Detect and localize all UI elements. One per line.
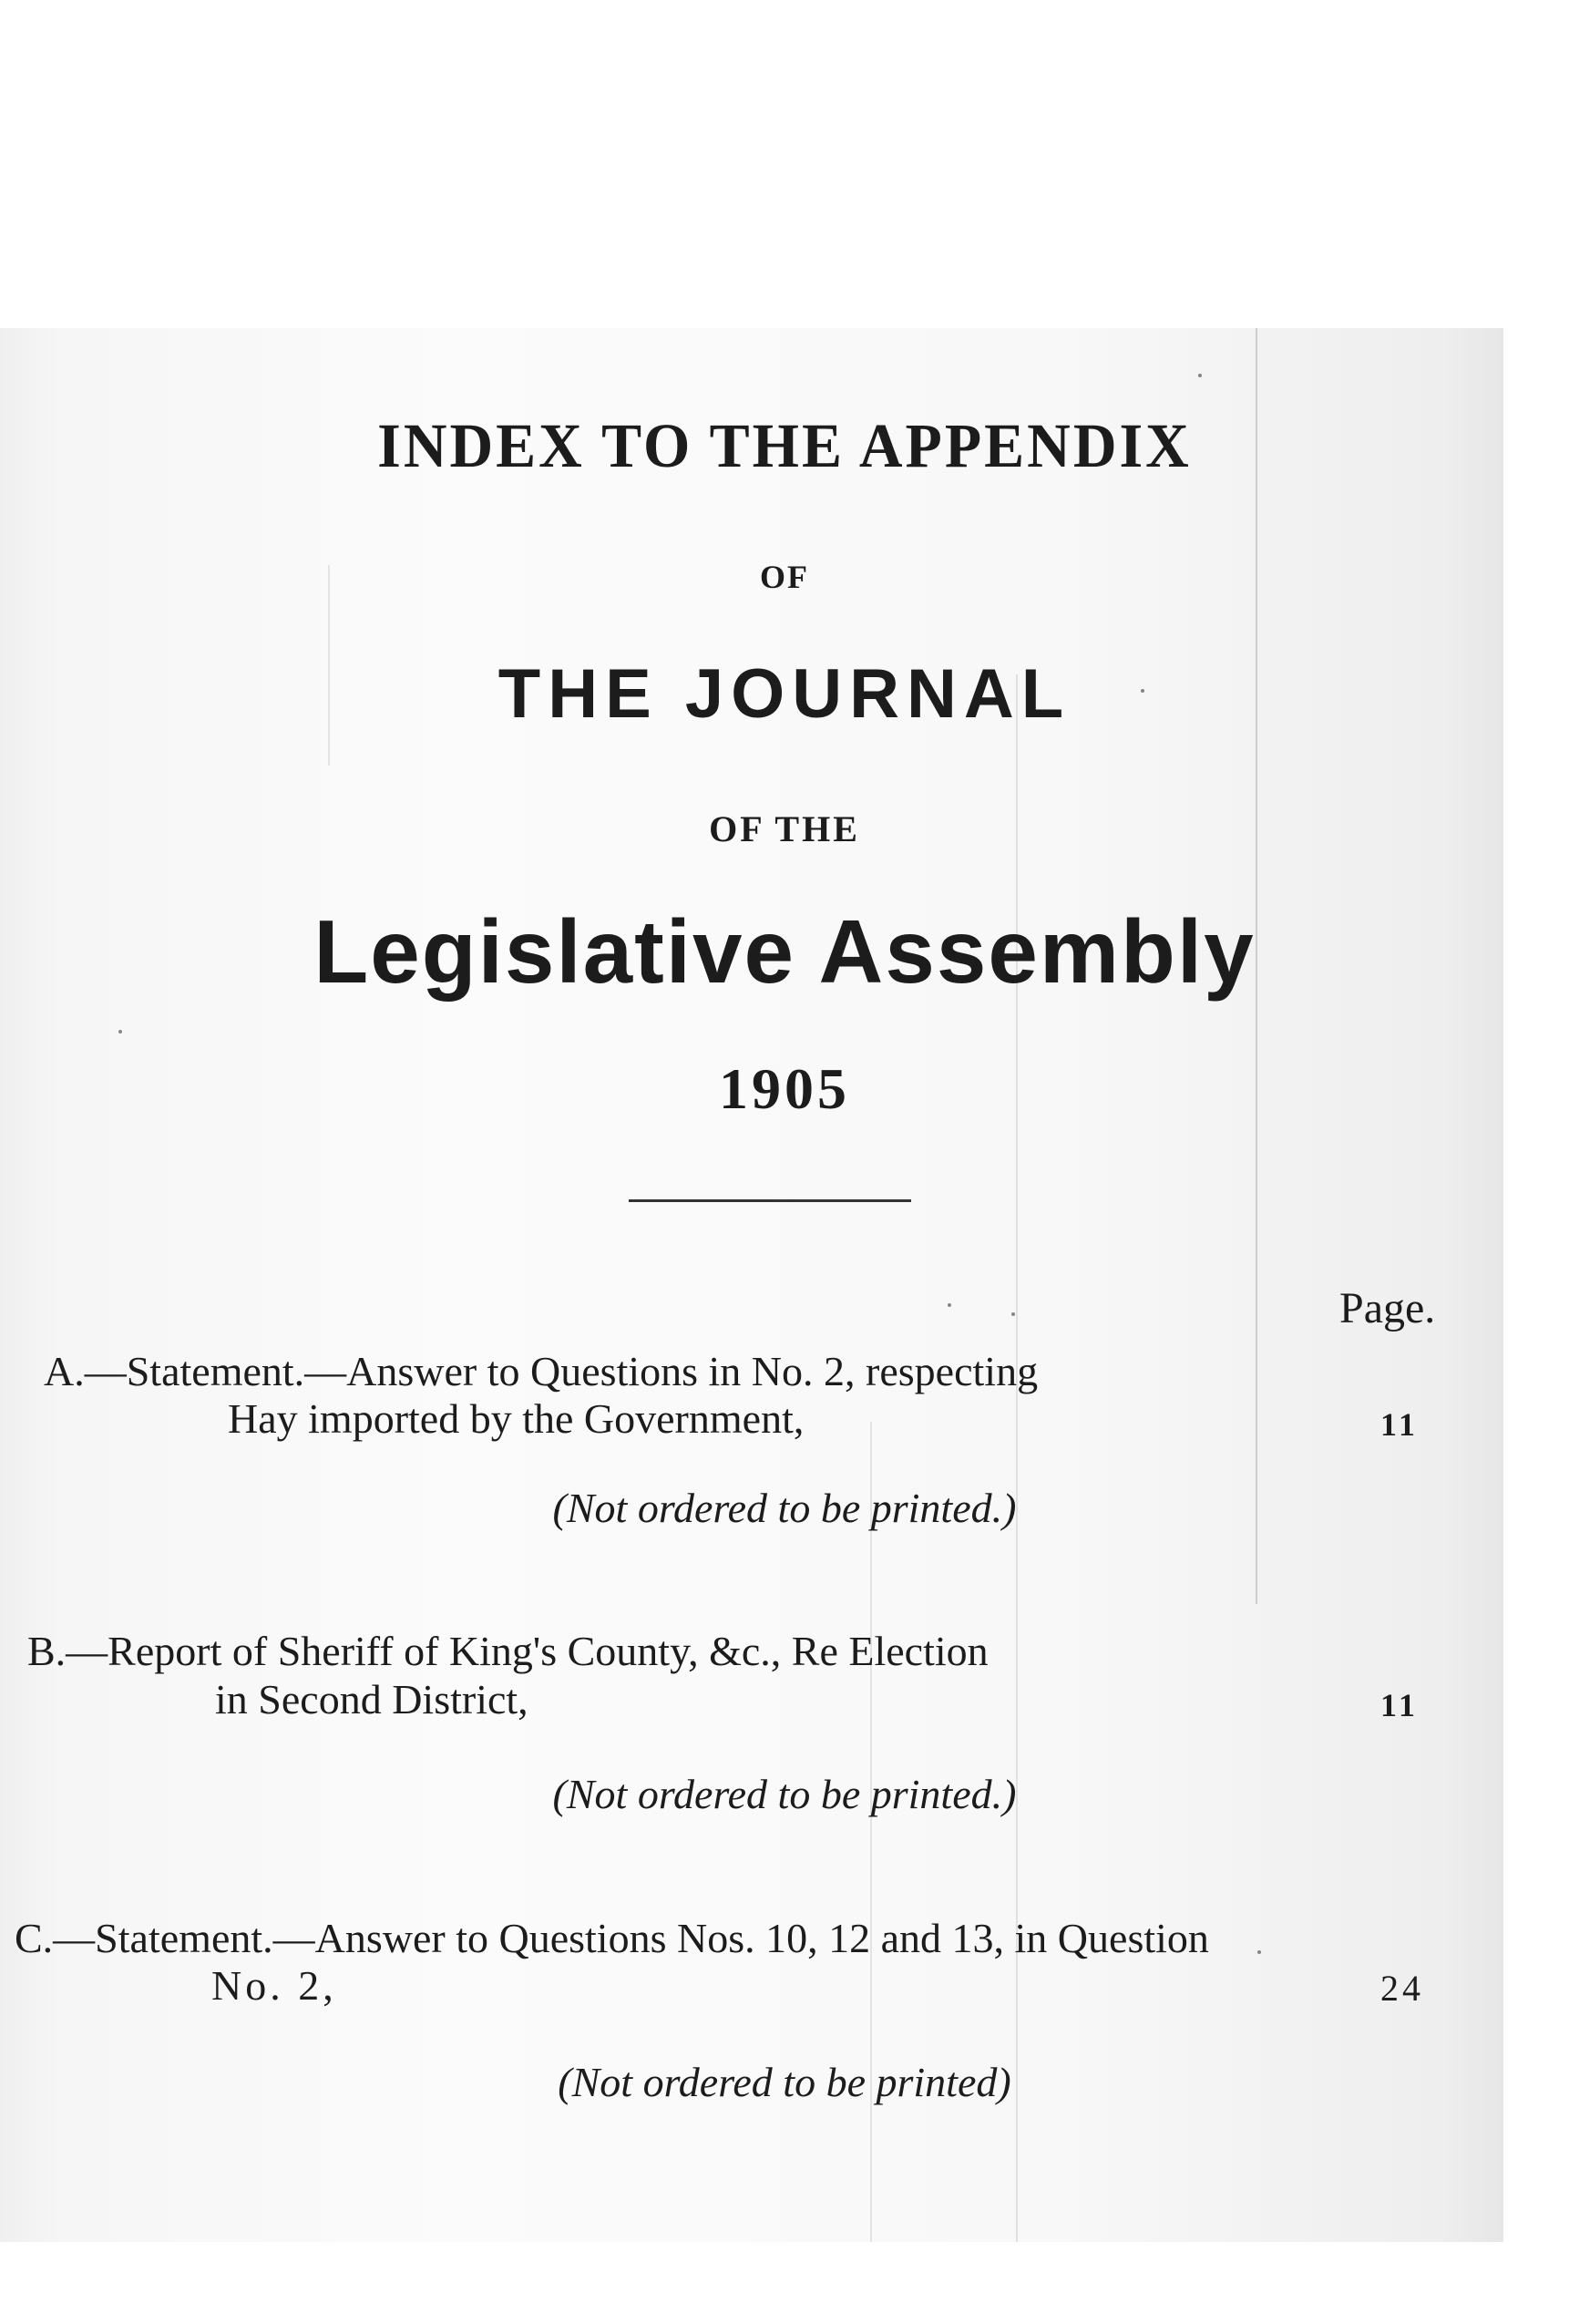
title-of-the-line: OF THE — [709, 808, 860, 849]
entry-c-line1: C.—Statement.—Answer to Questions Nos. 10, 12 and 13, in Question — [15, 1915, 1209, 1961]
entry-c-page: 24 — [1380, 1968, 1424, 2009]
ink-speck — [948, 1303, 951, 1307]
entry-b-page: 11 — [1380, 1687, 1420, 1723]
page-crease — [870, 1422, 872, 2242]
ink-speck — [118, 1030, 122, 1033]
entry-b-line1: B.—Report of Sheriff of King's County, &c., Re Election — [27, 1628, 989, 1674]
title-year: 1905 — [719, 1056, 850, 1121]
ink-speck — [1198, 374, 1202, 377]
title-of-line: OF — [760, 559, 809, 595]
page-column-header: Page. — [1339, 1284, 1436, 1332]
ink-speck — [1257, 1950, 1261, 1954]
entry-a-line1: A.—Statement.—Answer to Questions in No. 2, respecting — [44, 1348, 1039, 1394]
entry-a-line2: Hay imported by the Government, — [228, 1395, 805, 1442]
entry-c-note: (Not ordered to be printed) — [558, 2059, 1011, 2105]
title-journal-line: THE JOURNAL — [497, 655, 1072, 733]
entry-b-line2: in Second District, — [215, 1676, 528, 1722]
entry-a-page: 11 — [1380, 1406, 1420, 1443]
title-index-line: INDEX TO THE APPENDIX — [377, 411, 1192, 481]
entry-c-line2: No. 2, — [211, 1962, 337, 2009]
title-legislative-assembly: Legislative Assembly — [313, 901, 1256, 1002]
entry-a-note: (Not ordered to be printed.) — [552, 1485, 1017, 1531]
ink-speck — [1011, 1312, 1015, 1316]
title-divider — [629, 1199, 911, 1202]
entry-b-note: (Not ordered to be printed.) — [552, 1771, 1017, 1817]
